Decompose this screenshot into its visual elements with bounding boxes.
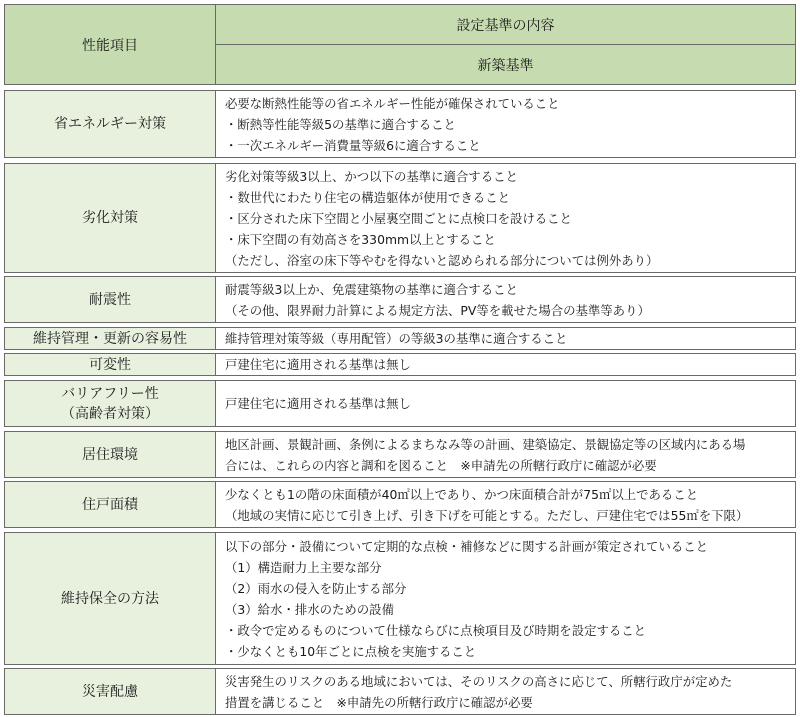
criteria-line: 措置を講じること ※申請先の所轄行政庁に確認が必要	[225, 694, 533, 710]
row-criteria-cell	[215, 353, 796, 376]
row-criteria-cell	[215, 380, 796, 427]
row-label-cell	[4, 668, 216, 715]
criteria-line: ・断熱等性能等級5の基準に適合すること	[225, 116, 456, 132]
criteria-line: ・少なくとも10年ごとに点検を実施すること	[225, 643, 477, 659]
criteria-line: ・数世代にわたり住宅の構造躯体が使用できること	[225, 189, 510, 205]
row-criteria-cell	[215, 668, 796, 715]
row-label-cell	[4, 380, 216, 427]
row-label: 維持保全の方法	[61, 590, 159, 607]
row-label-cell	[4, 90, 216, 158]
criteria-line: （2）雨水の侵入を防止する部分	[225, 580, 407, 596]
row-label-cell	[4, 481, 216, 528]
row-label: 災害配慮	[82, 683, 138, 700]
row-label-cell	[4, 532, 216, 665]
row-label: 省エネルギー対策	[54, 116, 166, 132]
row-criteria-cell	[215, 90, 796, 158]
criteria-line: 災害発生のリスクのある地域においては、そのリスクの高さに応じて、所轄行政庁が定めた	[225, 673, 733, 689]
criteria-line: 劣化対策等級3以上、かつ以下の基準に適合すること	[225, 168, 518, 184]
criteria-line: 以下の部分・設備について定期的な点検・補修などに関する計画が策定されていること	[225, 538, 708, 554]
header-new-build-cell	[215, 44, 796, 85]
header-new-build-label: 新築基準	[477, 57, 534, 74]
criteria-line: ・一次エネルギー消費量等級6に適合すること	[225, 137, 481, 153]
criteria-line: 少なくとも1の階の床面積が40㎡以上であり、かつ床面積合計が75㎡以上であること	[225, 486, 699, 502]
header-criteria-cell	[215, 4, 796, 45]
criteria-line: 戸建住宅に適用される基準は無し	[225, 396, 411, 411]
criteria-line: （その他、限界耐力計算による規定方法、PV等を載せた場合の基準等あり）	[225, 302, 650, 318]
row-criteria-cell	[215, 481, 796, 528]
criteria-line: 必要な断熱性能等の省エネルギー性能が確保されていること	[225, 95, 560, 111]
criteria-line: 戸建住宅に適用される基準は無し	[225, 357, 411, 372]
criteria-line: 維持管理対策等級（専用配管）の等級3の基準に適合すること	[225, 331, 568, 346]
criteria-line: （ただし、浴室の床下等やむを得ないと認められる部分については例外あり）	[225, 252, 659, 268]
row-label: 可変性	[89, 356, 131, 373]
row-label-cell	[4, 163, 216, 273]
criteria-line: （3）給水・排水のための設備	[225, 601, 394, 617]
row-label-cell	[4, 276, 216, 323]
header-item-cell	[4, 4, 216, 85]
header-item-label: 性能項目	[82, 37, 138, 54]
row-criteria-cell	[215, 532, 796, 665]
row-label-cell	[4, 431, 216, 478]
criteria-line: 耐震等級3以上か、免震建築物の基準に適合すること	[225, 281, 518, 297]
criteria-line: （1）構造耐力上主要な部分	[225, 559, 382, 575]
row-label: 維持管理・更新の容易性	[33, 330, 187, 347]
criteria-line: （地域の実情に応じて引き上げ、引き下げを可能とする。ただし、戸建住宅では55㎡を下限）	[225, 507, 749, 523]
header-criteria-label: 設定基準の内容	[456, 17, 555, 34]
row-label: 劣化対策	[82, 210, 138, 226]
criteria-line: ・床下空間の有効高さを330mm以上とすること	[225, 231, 496, 247]
row-label-cell	[4, 353, 216, 376]
row-criteria-cell	[215, 431, 796, 478]
criteria-line: ・政令で定めるものについて仕様ならびに点検項目及び時期を設定すること	[225, 622, 647, 638]
criteria-line: 合には、これらの内容と調和を図ること ※申請先の所轄行政庁に確認が必要	[225, 457, 657, 473]
row-label: バリアフリー性 （高齢者対策）	[61, 385, 159, 422]
row-label: 耐震性	[89, 291, 131, 308]
row-criteria-cell	[215, 327, 796, 350]
row-criteria-cell	[215, 276, 796, 323]
row-label: 住戸面積	[82, 496, 138, 513]
row-label-cell	[4, 327, 216, 350]
row-criteria-cell	[215, 163, 796, 273]
row-label: 居住環境	[82, 446, 138, 463]
criteria-line: 地区計画、景観計画、条例によるまちなみ等の計画、建築協定、景観協定等の区域内にある場	[225, 436, 746, 452]
criteria-line: ・区分された床下空間と小屋裏空間ごとに点検口を設けること	[225, 210, 572, 226]
